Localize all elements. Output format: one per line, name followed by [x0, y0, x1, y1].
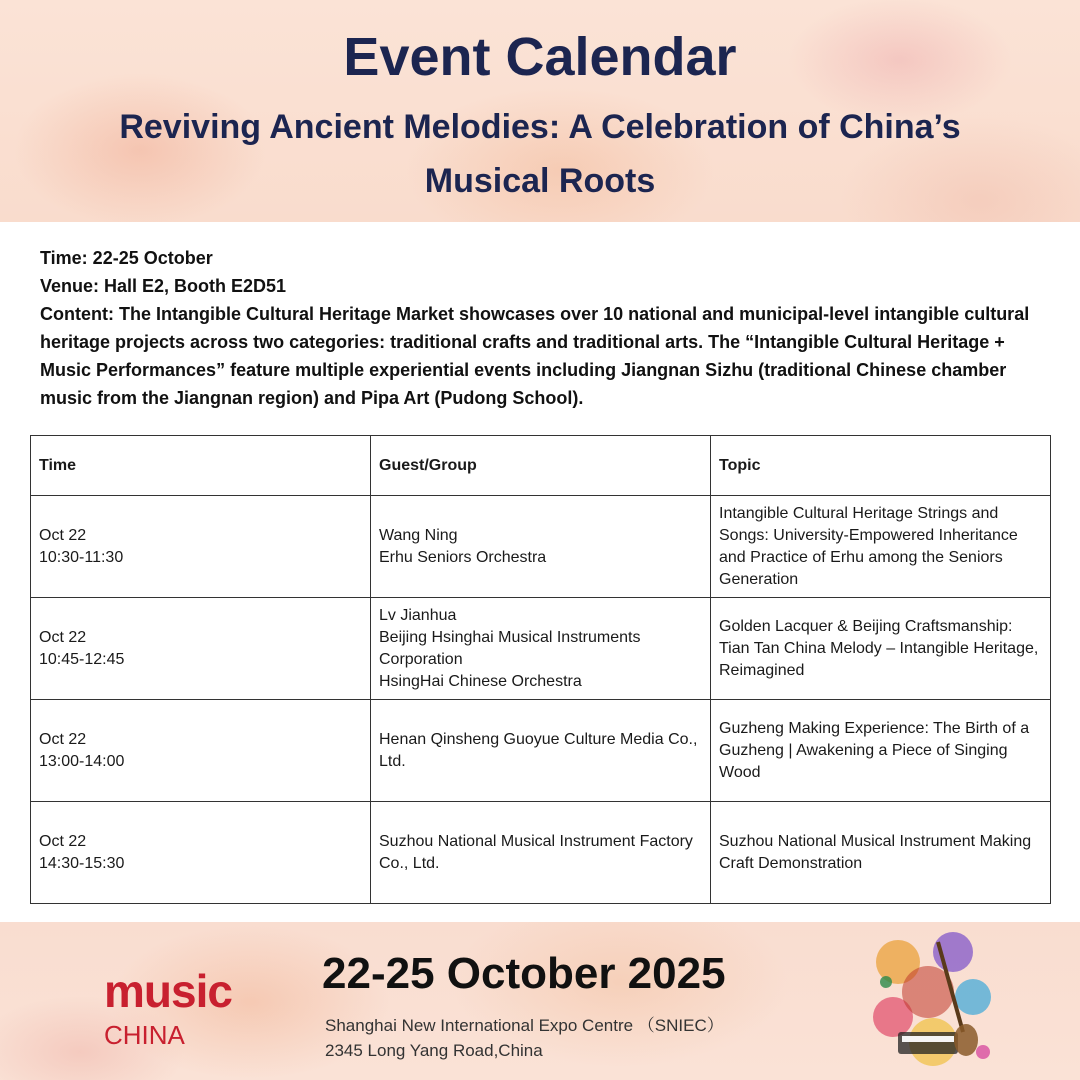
page-title: Event Calendar	[343, 27, 737, 87]
guest-line: Wang Ning	[379, 526, 458, 544]
instruments-collage-icon	[858, 922, 1003, 1080]
table-header-row	[31, 436, 1051, 496]
guest-cell	[371, 598, 711, 700]
header-banner	[0, 0, 1080, 222]
event-info	[40, 244, 1045, 412]
time-cell	[31, 598, 371, 700]
guest-cell	[371, 496, 711, 598]
table-row	[31, 700, 1051, 802]
event-time: Time: 22-25 October	[40, 248, 213, 268]
topic-cell: Suzhou National Musical Instrument Making Craft Demonstration	[711, 802, 1051, 904]
topic-cell: Guzheng Making Experience: The Birth of a Guzheng | Awakening a Piece of Singing Wood	[711, 700, 1051, 802]
music-china-logo: music	[104, 965, 232, 1017]
event-content: Content: The Intangible Cultural Heritage Market showcases over 10 national and municipal-level intangible cultural heritage projects across two categories: traditional crafts and traditional arts. The “Intangible Cultural Heritage + Music Performances” feature multiple experiential events including Jiangnan Sizhu (traditional Chinese chamber music from the Jiangnan region) and Pipa Art (Pudong School).	[40, 304, 1030, 408]
time-range-text: 10:45-12:45	[39, 650, 125, 668]
topic-cell: Golden Lacquer & Beijing Craftsmanship: Tian Tan China Melody – Intangible Heritage, Reimagined	[711, 598, 1051, 700]
topic-cell: Intangible Cultural Heritage Strings and Songs: University-Empowered Inheritance and Practice of Erhu among the Seniors Generation	[711, 496, 1051, 598]
guest-cell	[371, 802, 711, 904]
column-header-time: Time	[31, 436, 371, 496]
table-row	[31, 802, 1051, 904]
guest-line: Lv Jianhua	[379, 606, 457, 624]
table-row	[31, 598, 1051, 700]
date-text: Oct 22	[39, 628, 87, 646]
schedule-table	[30, 435, 1051, 904]
event-venue: Venue: Hall E2, Booth E2D51	[40, 276, 287, 296]
date-text: Oct 22	[39, 730, 87, 748]
time-cell	[31, 802, 371, 904]
page-subtitle: Reviving Ancient Melodies: A Celebration of China’s Musical Roots	[119, 108, 961, 200]
column-header-guest: Guest/Group	[371, 436, 711, 496]
time-range-text: 10:30-11:30	[39, 548, 124, 566]
time-cell	[31, 700, 371, 802]
table-row	[31, 496, 1051, 598]
footer-address: 2345 Long Yang Road,China	[325, 1041, 543, 1060]
time-range-text: 13:00-14:00	[39, 752, 125, 770]
guest-line: HsingHai Chinese Orchestra	[379, 672, 582, 690]
date-text: Oct 22	[39, 832, 87, 850]
footer-date: 22-25 October 2025	[322, 949, 726, 998]
guest-cell	[371, 700, 711, 802]
column-header-topic: Topic	[711, 436, 1051, 496]
time-range-text: 14:30-15:30	[39, 854, 125, 872]
guest-line: Suzhou National Musical Instrument Factory Co., Ltd.	[379, 832, 693, 872]
guest-line: Henan Qinsheng Guoyue Culture Media Co., Ltd.	[379, 730, 698, 770]
guest-line: Beijing Hsinghai Musical Instruments Corporation	[379, 628, 641, 668]
music-china-logo-sub: CHINA	[104, 1020, 185, 1050]
footer-banner	[0, 922, 1080, 1080]
date-text: Oct 22	[39, 526, 87, 544]
time-cell	[31, 496, 371, 598]
guest-line: Erhu Seniors Orchestra	[379, 548, 547, 566]
footer-venue: Shanghai New International Expo Centre （SNIEC）	[325, 1016, 724, 1035]
